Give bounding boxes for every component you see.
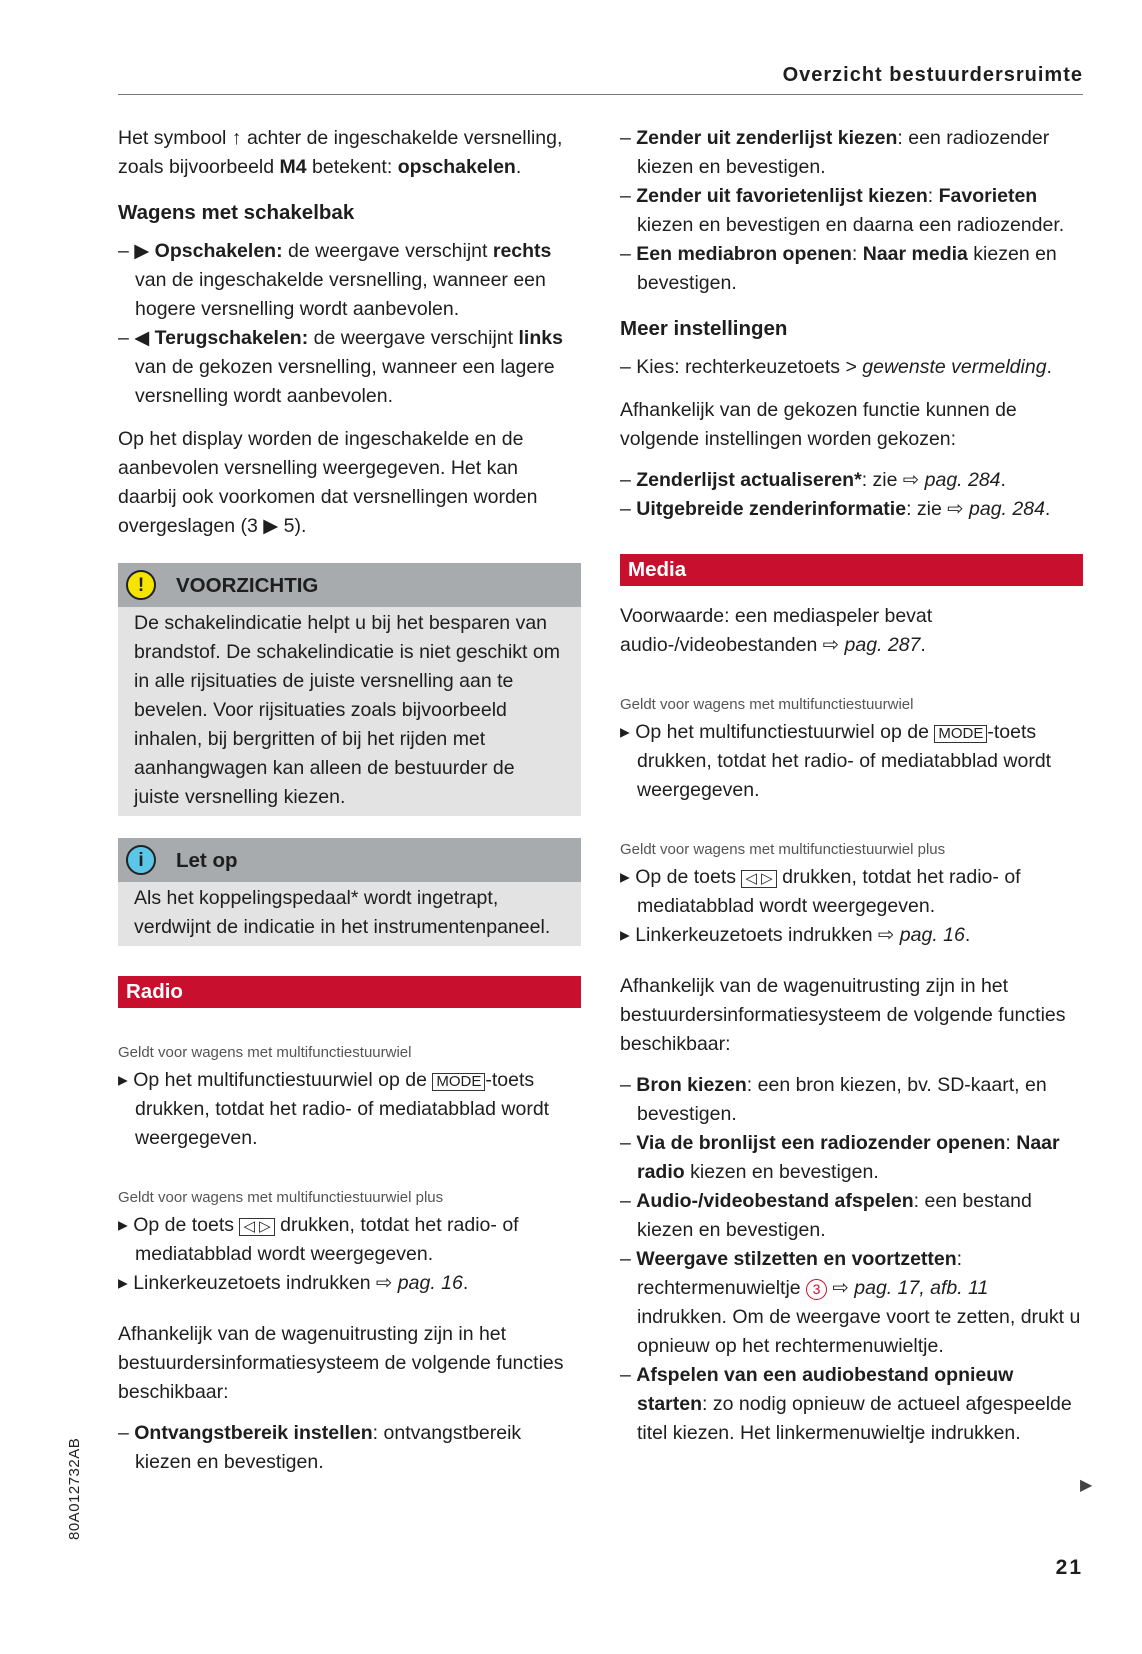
text-run: kiezen en bevestigen.	[637, 243, 1057, 294]
list-item	[620, 1361, 1083, 1448]
page-number: 21	[1055, 1556, 1083, 1579]
text-run: –	[620, 185, 637, 207]
document-code: 80A012732AB	[66, 1437, 83, 1540]
text-run: Audio-/videobestand afspelen	[636, 1190, 914, 1212]
list-item	[620, 466, 1083, 495]
text-run: kiezen en bevestigen en daarna een radiozender.	[637, 214, 1065, 236]
page-reference: pag. 284	[924, 469, 1001, 491]
text-run: ▸ Linkerkeuzetoets indrukken ⇨	[118, 1272, 398, 1294]
page-header-title: Overzicht bestuurdersruimte	[782, 64, 1083, 86]
text-run: achter de ingeschakelde versnelling, zoals bijvoorbeeld	[118, 127, 563, 178]
text-run: – Kies: rechterkeuzetoets >	[620, 356, 863, 378]
text-run: ▸ Op het multifunctiestuurwiel op de	[620, 721, 935, 743]
applicability-note	[118, 1042, 581, 1064]
text-run: Afhankelijk van de gekozen functie kunnen de volgende instellingen worden gekozen:	[620, 399, 1017, 450]
text-run: Wagens met schakelbak	[118, 201, 355, 224]
instruction-step	[118, 1211, 581, 1269]
text-run: –	[620, 1132, 637, 1154]
text-run: Meer instellingen	[620, 317, 788, 340]
text-run: –	[620, 1074, 637, 1096]
section-heading	[118, 198, 581, 227]
text-run: –	[118, 1422, 135, 1444]
key-symbol: MODE	[432, 1073, 485, 1091]
text-run: ▸ Op de toets	[620, 866, 742, 888]
text-run: :	[1005, 1132, 1017, 1154]
applicability-note	[620, 694, 1083, 716]
caution-box	[118, 563, 581, 816]
paragraph	[620, 396, 1083, 454]
text-run: Naar media	[862, 243, 968, 265]
text-run: –	[620, 127, 637, 149]
left-column	[118, 124, 581, 1477]
callout-number: 3	[806, 1279, 827, 1300]
text-run: Ontvangstbereik instellen	[134, 1422, 373, 1444]
key-symbol: ◁ ▷	[741, 870, 776, 888]
text-run: –	[620, 469, 637, 491]
text-run: .	[515, 156, 522, 178]
text-run: : ontvangstbereik kiezen en bevestigen.	[135, 1422, 522, 1473]
running-header	[118, 64, 1083, 95]
page-reference: pag. 287	[844, 634, 921, 656]
text-run: Geldt voor wagens met multifunctiestuurwiel plus	[118, 1189, 444, 1206]
text-run: Afhankelijk van de wagenuitrusting zijn in het bestuurdersinformatiesysteem de volgende functies beschikbaar:	[620, 975, 1066, 1055]
warning-icon: !	[126, 570, 156, 600]
text-run: kiezen en bevestigen.	[684, 1161, 879, 1183]
list-item	[620, 1187, 1083, 1245]
list-item	[118, 1419, 581, 1477]
text-run: –	[118, 327, 135, 349]
text-run: Zender uit zenderlijst kiezen	[636, 127, 898, 149]
continue-arrow-icon: ▶	[1080, 1477, 1093, 1494]
text-run: drukken, totdat het radio- of mediatabblad wordt weergegeven.	[135, 1214, 519, 1265]
instruction-step	[620, 718, 1083, 805]
text-run: drukken, totdat het radio- of mediatabblad wordt weergegeven.	[637, 866, 1021, 917]
text-run: –	[620, 498, 637, 520]
text-run: ◀ Terugschakelen:	[134, 327, 309, 349]
text-run: –	[620, 1364, 637, 1386]
text-run: De schakelindicatie helpt u bij het besparen van brandstof. De schakelindicatie is niet geschikt om in alle rijsituaties de juiste versnelling aan te bevelen. Voor rijsituaties zoals bijvoorbeeld inhalen, bij bergritten of bij het rijden met aanhangwagen kan alleen de bestuurder de juiste versnelling kiezen.	[134, 612, 560, 808]
box-title: Let op	[176, 848, 238, 872]
text-run: .	[1000, 469, 1006, 491]
text-run: ⇨	[827, 1277, 855, 1299]
list-item	[620, 1245, 1083, 1361]
list-item	[118, 324, 581, 411]
list-item	[620, 1071, 1083, 1129]
text-run: –	[620, 1190, 637, 1212]
box-body	[118, 607, 581, 816]
page-reference: gewenste vermelding	[862, 356, 1047, 378]
text-run: links	[518, 327, 563, 349]
text-run: .	[1046, 356, 1052, 378]
paragraph	[118, 124, 581, 182]
text-run: –	[118, 240, 135, 262]
page-reference: pag. 17, afb. 11	[854, 1277, 989, 1299]
page-reference: pag. 16	[397, 1272, 463, 1294]
text-run: ▸ Op het multifunctiestuurwiel op de	[118, 1069, 433, 1091]
text-run: : rechtermenuwieltje	[637, 1248, 963, 1299]
text-run: -toets drukken, totdat het radio- of mediatabblad wordt weergegeven.	[637, 721, 1052, 801]
text-run: Radio	[126, 980, 183, 1003]
text-run: Op het display worden de ingeschakelde en de aanbevolen versnelling weergegeven. Het kan daarbij ook voorkomen dat versnellingen worden overgeslagen (3 ▶ 5).	[118, 428, 538, 537]
text-run: –	[620, 1248, 637, 1270]
text-run: Afhankelijk van de wagenuitrusting zijn in het bestuurdersinformatiesysteem de volgende functies beschikbaar:	[118, 1323, 564, 1403]
list-item	[620, 495, 1083, 524]
text-run: : zo nodig opnieuw de actueel afgespeelde titel kiezen. Het linkermenuwieltje indrukken.	[637, 1393, 1072, 1444]
text-run: van de gekozen versnelling, wanneer een lagere versnelling wordt aanbevolen.	[135, 356, 555, 407]
instruction-step	[118, 1269, 581, 1298]
page-reference: pag. 284	[969, 498, 1045, 520]
text-run: :	[927, 185, 939, 207]
page-reference: pag. 16	[899, 924, 965, 946]
section-heading	[620, 314, 1083, 343]
text-run: Geldt voor wagens met multifunctiestuurwiel	[620, 696, 914, 713]
text-run: Het symbool	[118, 127, 232, 149]
text-run: Zender uit favorietenlijst kiezen	[636, 185, 928, 207]
text-run: Afspelen van een audiobestand opnieuw starten	[636, 1364, 1014, 1415]
paragraph	[620, 972, 1083, 1059]
text-run: : zie ⇨	[906, 498, 970, 520]
text-run: Voorwaarde: een mediaspeler bevat audio-/videobestanden ⇨	[620, 605, 933, 656]
right-column	[620, 124, 1083, 1448]
text-run: opschakelen	[397, 156, 516, 178]
text-run: van de ingeschakelde versnelling, wanneer een hogere versnelling wordt aanbevolen.	[135, 269, 546, 320]
text-run: : een radiozender kiezen en bevestigen.	[637, 127, 1050, 178]
list-item	[620, 124, 1083, 182]
text-run: betekent:	[306, 156, 398, 178]
text-run: Favorieten	[938, 185, 1038, 207]
paragraph	[620, 602, 1083, 660]
paragraph	[118, 425, 581, 541]
text-run: : een bron kiezen, bv. SD-kaart, en bevestigen.	[637, 1074, 1047, 1125]
box-header	[118, 838, 581, 882]
paragraph	[118, 1320, 581, 1407]
text-run: .	[964, 924, 971, 946]
applicability-note	[118, 1187, 581, 1209]
text-run: Via de bronlijst een radiozender openen	[636, 1132, 1006, 1154]
text-run: Naar radio	[637, 1132, 1060, 1183]
text-run: -toets drukken, totdat het radio- of mediatabblad wordt weergegeven.	[135, 1069, 550, 1149]
text-run: .	[1044, 498, 1051, 520]
text-run: Bron kiezen	[636, 1074, 747, 1096]
info-icon: i	[126, 845, 156, 875]
section-banner	[620, 554, 1083, 586]
list-item	[620, 240, 1083, 298]
text-run: ▸ Linkerkeuzetoets indrukken ⇨	[620, 924, 900, 946]
text-run: Geldt voor wagens met multifunctiestuurwiel	[118, 1044, 412, 1061]
applicability-note	[620, 839, 1083, 861]
text-run: : zie ⇨	[861, 469, 925, 491]
instruction-step	[620, 921, 1083, 950]
instruction-step	[118, 1066, 581, 1153]
text-run: Zenderlijst actualiseren*	[636, 469, 862, 491]
note-box	[118, 838, 581, 946]
text-run: Een mediabron openen	[636, 243, 852, 265]
text-run: ↑	[231, 127, 242, 149]
text-run: Media	[628, 558, 687, 581]
text-run: :	[851, 243, 863, 265]
list-item	[620, 353, 1083, 382]
text-run: –	[620, 243, 637, 265]
text-run: Geldt voor wagens met multifunctiestuurwiel plus	[620, 841, 946, 858]
text-run: ▸ Op de toets	[118, 1214, 240, 1236]
instruction-step	[620, 863, 1083, 921]
list-item	[620, 182, 1083, 240]
list-item	[118, 237, 581, 324]
key-symbol: MODE	[934, 725, 987, 743]
text-run: M4	[279, 156, 307, 178]
text-run: ▶ Opschakelen:	[134, 240, 283, 262]
section-banner	[118, 976, 581, 1008]
text-run: : een bestand kiezen en bevestigen.	[637, 1190, 1032, 1241]
box-title: VOORZICHTIG	[176, 573, 319, 597]
text-run: Als het koppelingspedaal* wordt ingetrapt, verdwijnt de indicatie in het instrumentenpaneel.	[134, 887, 551, 938]
key-symbol: ◁ ▷	[239, 1218, 274, 1236]
box-header	[118, 563, 581, 607]
text-run: Uitgebreide zenderinformatie	[636, 498, 907, 520]
text-run: .	[920, 634, 926, 656]
list-item	[620, 1129, 1083, 1187]
text-run: .	[462, 1272, 469, 1294]
text-run: indrukken. Om de weergave voort te zetten, drukt u opnieuw op het rechtermenuwieltje.	[637, 1306, 1081, 1357]
text-run: de weergave verschijnt	[282, 240, 493, 262]
text-run: Weergave stilzetten en voortzetten	[636, 1248, 957, 1270]
text-run: rechts	[492, 240, 552, 262]
text-run: de weergave verschijnt	[308, 327, 519, 349]
box-body	[118, 882, 581, 946]
